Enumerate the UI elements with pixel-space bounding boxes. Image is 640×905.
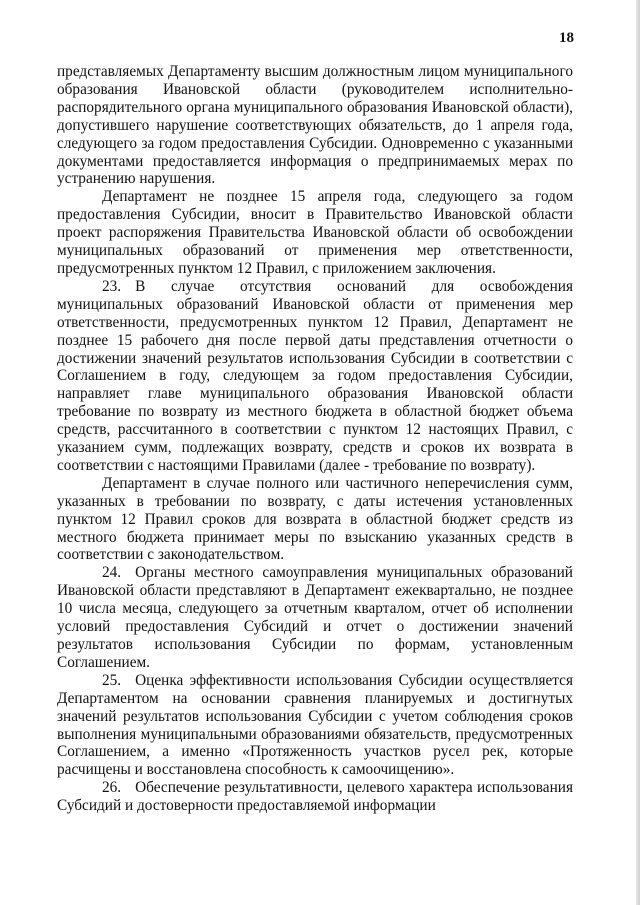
paragraph-continuation <box>57 63 573 188</box>
paragraph-number: 25. <box>102 671 122 689</box>
paragraph-text: представляемых Департаменту высшим должностным лицом муниципального образования Ивановской области (руководителем исполнительно-распорядительного органа муниципального образования Ивановской области), допустившего нарушение соответствующих обязательств, до 1 апреля года, следующего за годом предоставления Субсидии. Одновременно с указанными документами предоставляется информация о предпринимаемых мерах по устранению нарушения. <box>57 63 573 188</box>
paragraph-text: В случае отсутствия оснований для освобождения муниципальных образований Ивановской области от применения мер ответственности, предусмотренных пунктом 12 Правил, Департамент не позднее 15 рабочего дня после первой даты представления отчетности о достижении значений результатов использования Субсидии в соответствии с Соглашением в году, следующем за годом предоставления Субсидии, направляет главе муниципального образования Ивановской области требование по возврату из местного бюджета в областной бюджет объема средств, рассчитанного в соответствии с пунктом 12 настоящих Правил, с указанием сумм, подлежащих возврату, средств и сроков их возврата в соответствии с настоящими Правилами (далее - требование по возврату). <box>57 277 573 474</box>
paragraph-24 <box>57 564 573 671</box>
paragraph-number: 26. <box>102 779 122 797</box>
paragraph-text: Оценка эффективности использования Субсидии осуществляется Департаментом на основании сравнения планируемых и достигнутых значений результатов использования Субсидии с учетом соблюдения сроков выполнения муниципальными образованиями обязательств, предусмотренных Соглашением, а именно «Протяженность участков русел рек, которые расчищены и восстановлена способность к самоочищению». <box>57 671 573 779</box>
paragraph <box>57 188 573 278</box>
page-number: 18 <box>559 30 574 46</box>
paragraph <box>57 475 573 565</box>
paragraph-25 <box>57 672 573 779</box>
paragraph-26 <box>57 779 573 815</box>
paragraph-number: 23. <box>102 277 122 295</box>
document-body <box>57 63 573 815</box>
paragraph-text: Обеспечение результативности, целевого характера использования Субсидий и достоверности предоставляемой информации <box>57 779 573 815</box>
scan-edge-shadow <box>636 0 640 905</box>
paragraph-number: 24. <box>102 564 122 582</box>
paragraph-23 <box>57 278 573 475</box>
paragraph-text: Департамент в случае полного или частичного неперечисления сумм, указанных в требовании по возврату, с даты истечения установленных пунктом 12 Правил сроков для возврата в областной бюджет средств из местного бюджета принимает меры по взысканию указанных средств в соответствии с законодательством. <box>57 474 573 564</box>
paragraph-text: Департамент не позднее 15 апреля года, следующего за годом предоставления Субсидии, вносит в Правительство Ивановской области проект распоряжения Правительства Ивановской области об освобождении муниципальных образований от применения мер ответственности, предусмотренных пунктом 12 Правил, с приложением заключения. <box>57 188 573 277</box>
paragraph-text: Органы местного самоуправления муниципальных образований Ивановской области представляют в Департамент ежеквартально, не позднее 10 числа месяца, следующего за отчетным кварталом, отчет об исполнении условий предоставления Субсидий и отчет о достижении значений результатов использования Субсидии по формам, установленным Соглашением. <box>57 564 573 671</box>
